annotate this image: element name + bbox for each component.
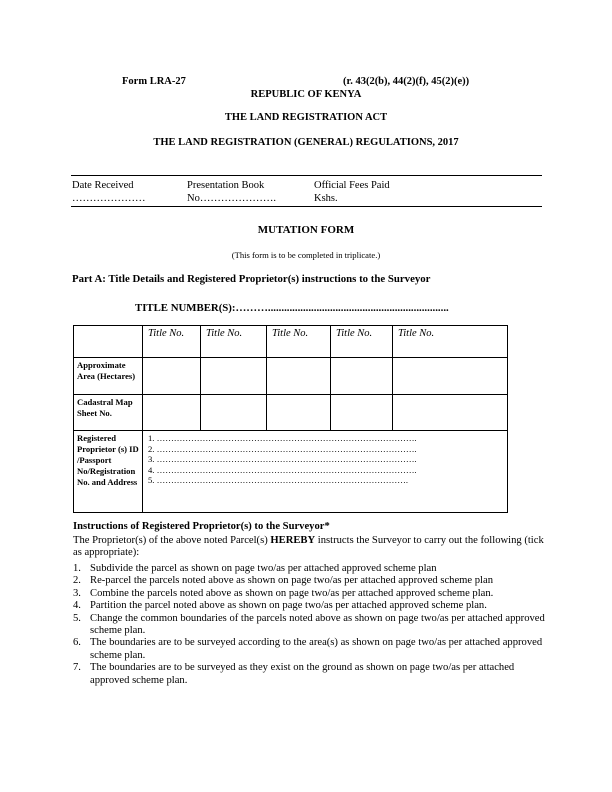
title-details-table — [73, 325, 508, 513]
official-fees: Official Fees Paid Kshs. — [314, 180, 390, 204]
instruction-item[interactable]: 7. The boundaries are to be surveyed as they exist on the ground as shown on page two/as per attached approved scheme plan. — [73, 662, 515, 686]
form-title: MUTATION FORM — [257, 224, 355, 236]
area-cell[interactable] — [393, 358, 508, 395]
title-no-cell[interactable]: Title No. — [393, 326, 508, 358]
proprietor-row — [74, 431, 508, 513]
proprietor-line[interactable]: 2. ………………………………………………………………………………. — [148, 443, 417, 454]
instruction-item[interactable]: 1. Subdivide the parcel as shown on page two/as per attached approved scheme plan — [73, 563, 437, 574]
presentation-book: Presentation Book No…………………. — [187, 180, 276, 204]
instructions-list — [73, 563, 553, 687]
area-cell[interactable] — [331, 358, 393, 395]
area-row-label: Approximate Area (Hectares) — [74, 358, 143, 395]
title-no-cell[interactable]: Title No. — [267, 326, 331, 358]
area-row — [74, 358, 508, 395]
proprietor-line[interactable]: 4. ………………………………………………………………………………. — [148, 464, 417, 475]
proprietor-line[interactable]: 1. ………………………………………………………………………………. — [148, 433, 417, 443]
proprietor-line[interactable]: 3. ………………………………………………………………………………. — [148, 454, 417, 465]
map-sheet-cell[interactable] — [331, 395, 393, 431]
instruction-item[interactable]: 4. Partition the parcel noted above as shown on page two/as per attached approved scheme plan. — [73, 600, 487, 612]
map-sheet-row-label: Cadastral Map Sheet No. — [74, 395, 143, 431]
instruction-item[interactable]: 2. Re-parcel the parcels noted above as shown on page two/as per attached approved scheme plan — [73, 575, 493, 587]
map-sheet-cell[interactable] — [143, 395, 201, 431]
map-sheet-cell[interactable] — [393, 395, 508, 431]
fees-bottom-rule — [71, 206, 542, 207]
instruction-item[interactable]: 6. The boundaries are to be surveyed according to the area(s) as shown on page two/as per attached approved scheme plan. — [73, 637, 543, 661]
table-header-row — [74, 326, 508, 358]
act-heading: THE LAND REGISTRATION ACT — [224, 112, 388, 123]
map-sheet-cell[interactable] — [201, 395, 267, 431]
instruction-item[interactable]: 5. Change the common boundaries of the parcels noted above as shown on page two/as per attached approved scheme plan. — [73, 612, 545, 637]
republic-heading: REPUBLIC OF KENYA — [250, 89, 362, 100]
map-sheet-cell[interactable] — [267, 395, 331, 431]
area-cell[interactable] — [201, 358, 267, 395]
triplicate-note: (This form is to be completed in triplicate.) — [231, 250, 381, 260]
form-number: Form LRA-27 — [122, 76, 186, 87]
title-no-cell[interactable]: Title No. — [331, 326, 393, 358]
proprietor-line[interactable]: 5. ……………………………………………………………………………. — [148, 475, 408, 486]
instructions-intro: The Proprietor(s) of the above noted Parcel(s) HEREBY instructs the Surveyor to carry out the following (tick as appropriate): — [73, 535, 544, 559]
map-sheet-row — [74, 395, 508, 431]
area-cell[interactable] — [143, 358, 201, 395]
instruction-item[interactable]: 3. Combine the parcels noted above as shown on page two/as per attached approved scheme plan. — [73, 587, 494, 599]
regulations-heading: THE LAND REGISTRATION (GENERAL) REGULATIONS, 2017 — [153, 137, 459, 148]
rule-reference: (r. 43(2(b), 44(2)(f), 45(2)(e)) — [343, 76, 470, 87]
instructions-heading: Instructions of Registered Proprietor(s) to the Surveyor* — [73, 521, 330, 532]
part-a-heading: Part A: Title Details and Registered Proprietor(s) instructions to the Surveyor — [72, 273, 431, 285]
title-no-cell[interactable]: Title No. — [143, 326, 201, 358]
fees-top-rule — [71, 175, 542, 176]
title-no-cell[interactable]: Title No. — [201, 326, 267, 358]
proprietor-row-label: Registered Proprietor (s) ID /Passport No/Registration No. and Address — [74, 431, 143, 513]
area-cell[interactable] — [267, 358, 331, 395]
date-received: Date Received ………………… — [72, 180, 146, 204]
proprietor-lines[interactable] — [143, 431, 508, 513]
corner-cell — [74, 326, 143, 358]
title-numbers: TITLE NUMBER(S):………................................................................... — [135, 302, 449, 314]
